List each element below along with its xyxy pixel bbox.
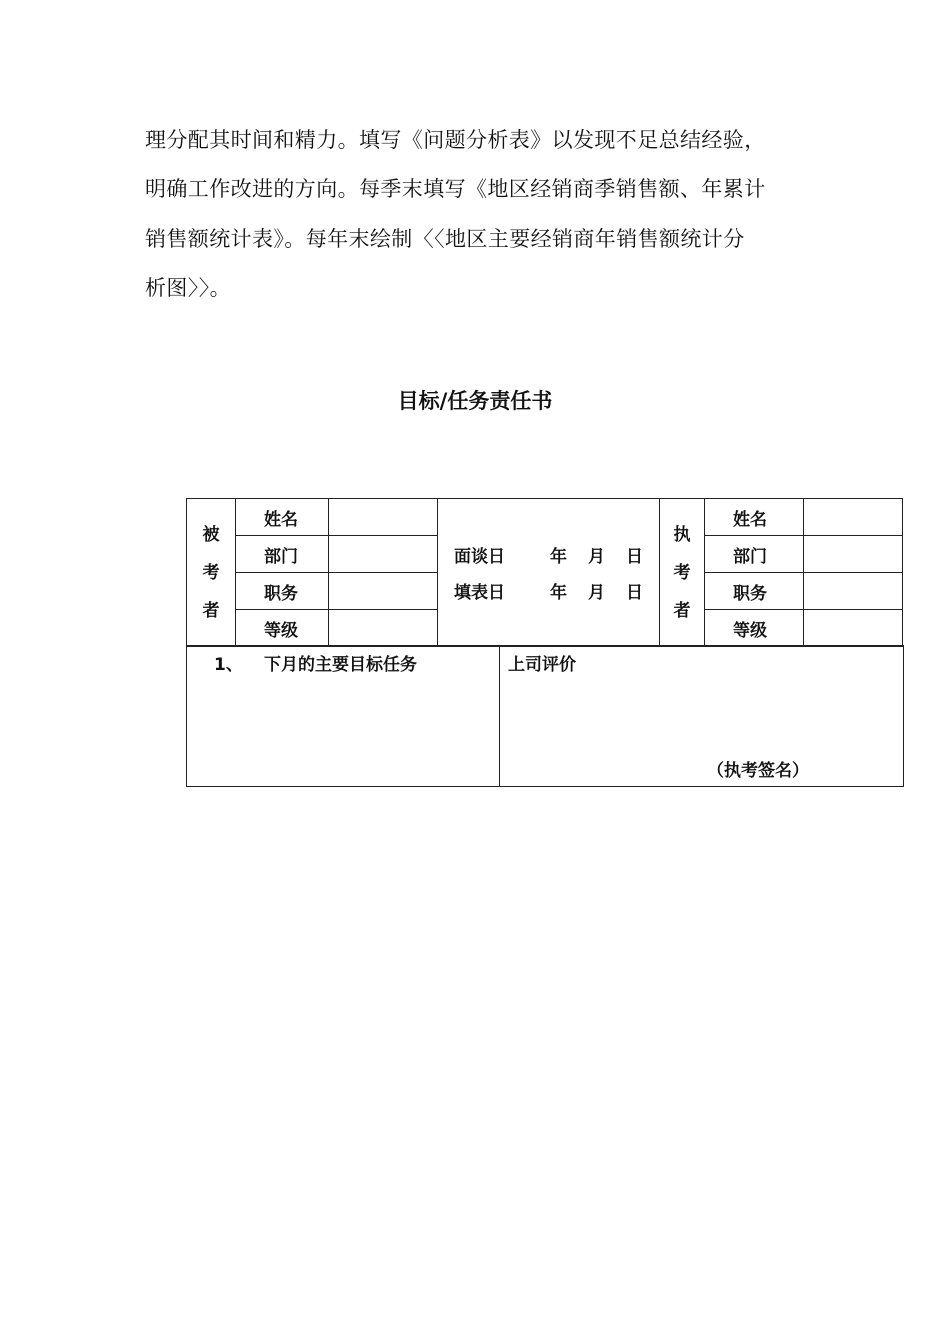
assessee-name-label: 姓名 xyxy=(236,499,329,536)
interview-date-row: 面谈日 年 月 日 xyxy=(454,547,643,567)
paragraph-line: 明确工作改进的方向。每季末填写《地区经销商季销售额、年累计 xyxy=(145,177,766,202)
assessor-grade-label: 等级 xyxy=(705,610,804,647)
assessee-group-label: 被 考 者 xyxy=(187,499,236,647)
task-evaluation-section xyxy=(186,645,904,787)
signature-label: （执考签名） xyxy=(707,761,809,781)
fill-date-row: 填表日 年 月 日 xyxy=(454,583,643,603)
assessor-name-field[interactable] xyxy=(804,499,903,536)
assessor-dept-field[interactable] xyxy=(804,536,903,573)
form-title: 目标/任务责任书 xyxy=(397,389,553,413)
assessee-position-field[interactable] xyxy=(329,573,438,610)
date-block xyxy=(438,499,660,647)
task-number: 1、 xyxy=(214,655,243,675)
assessor-position-field[interactable] xyxy=(804,573,903,610)
assessor-position-label: 职务 xyxy=(705,573,804,610)
paragraph-line: 析图〉〉。 xyxy=(145,275,231,300)
intro-paragraph xyxy=(145,128,825,325)
paragraph-line: 销售额统计表》。每年末绘制〈〈地区主要经销商年销售额统计分 xyxy=(145,226,745,251)
evaluation-label: 上司评价 xyxy=(508,655,576,675)
task-label: 下月的主要目标任务 xyxy=(264,655,417,675)
assessee-grade-field[interactable] xyxy=(329,610,438,647)
assessor-grade-field[interactable] xyxy=(804,610,903,647)
assessor-dept-label: 部门 xyxy=(705,536,804,573)
assessee-dept-label: 部门 xyxy=(236,536,329,573)
assessee-position-label: 职务 xyxy=(236,573,329,610)
assessor-group-label: 执 考 者 xyxy=(660,499,705,647)
assessee-name-field[interactable] xyxy=(329,499,438,536)
info-table xyxy=(186,498,903,647)
assessee-grade-label: 等级 xyxy=(236,610,329,647)
paragraph-line: 理分配其时间和精力。填写《问题分析表》以发现不足总结经验， xyxy=(145,128,766,152)
assessee-dept-field[interactable] xyxy=(329,536,438,573)
task-area[interactable] xyxy=(187,646,500,786)
evaluation-area[interactable] xyxy=(499,646,903,786)
assessor-name-label: 姓名 xyxy=(705,499,804,536)
